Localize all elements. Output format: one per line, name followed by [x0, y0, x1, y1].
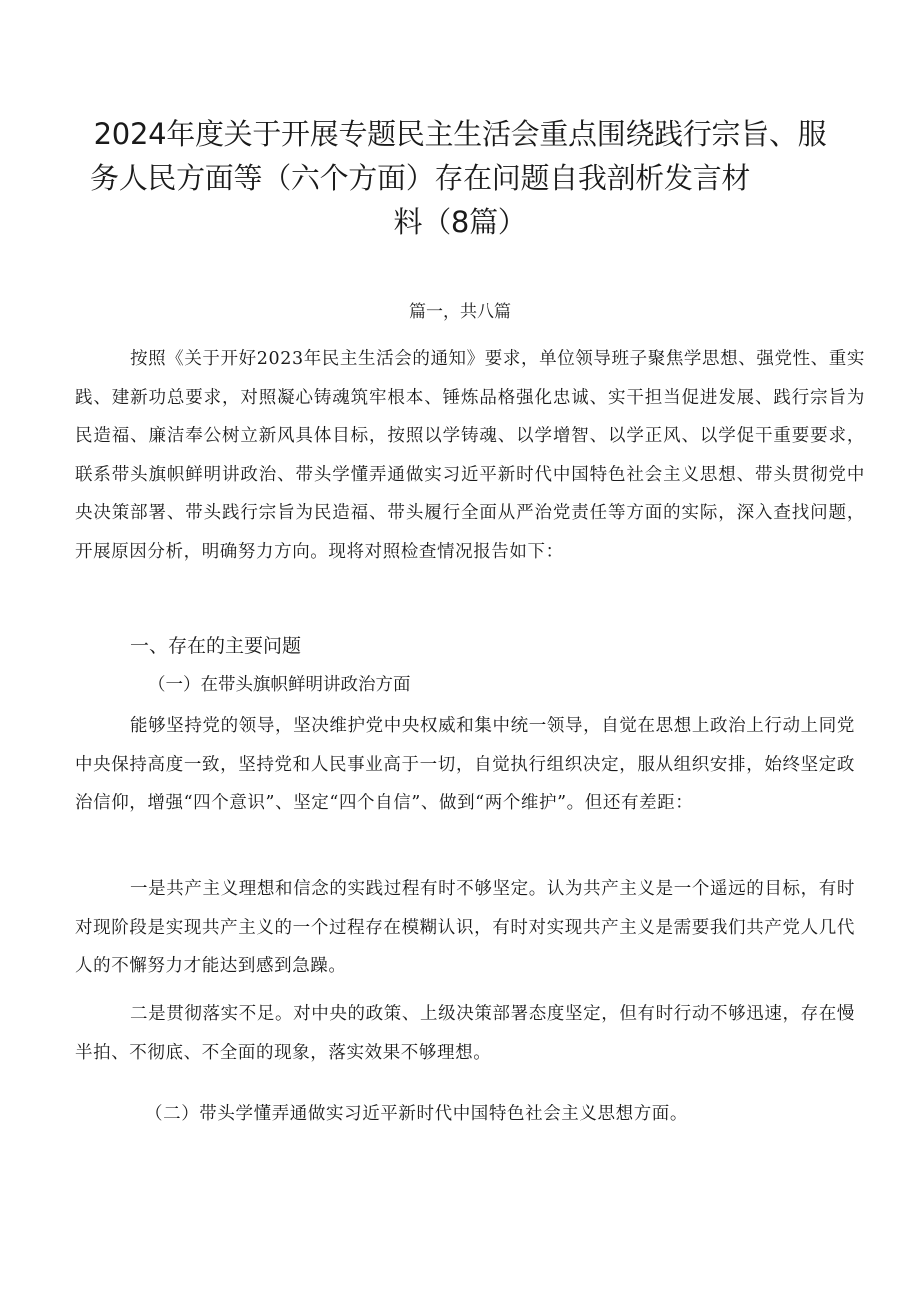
- title-line-1: 2024年度关于开展专题民主生活会重点围绕践行宗旨、服: [93, 117, 827, 151]
- point-two: 二是贯彻落实不足。对中央的政策、上级决策部署态度坚定，但有时行动不够迅速，存在慢半拍、不彻底、不全面的现象，落实效果不够理想。: [75, 1004, 855, 1063]
- document-title: [60, 112, 860, 244]
- document-subtitle: 篇一，共八篇: [409, 302, 511, 322]
- intro-paragraph: 按照《关于开好2023年民主生活会的通知》要求，单位领导班子聚焦学思想、强党性、重实践、建新功总要求，对照凝心铸魂筑牢根本、锤炼品格强化忠诚、实干担当促进发展、践行宗旨为民造福、廉洁奉公树立新风具体目标，按照以学铸魂、以学增智、以学正风、以学促干重要要求，联系带头旗帜鲜明讲政治、带头学懂弄通做实习近平新时代中国特色社会主义思想、带头贯彻党中央决策部署、带头践行宗旨为民造福、带头履行全面从严治党责任等方面的实际，深入查找问题，开展原因分析，明确努力方向。现将对照检查情况报告如下：: [75, 349, 865, 562]
- section-heading: 一、存在的主要问题: [130, 635, 302, 657]
- paragraph-politics: 能够坚持党的领导，坚决维护党中央权威和集中统一领导，自觉在思想上政治上行动上同党中央保持高度一致，坚持党和人民事业高于一切，自觉执行组织决定，服从组织安排，始终坚定政治信仰，增强“四个意识”、坚定“四个自信”、做到“两个维护”。但还有差距：: [75, 716, 855, 813]
- title-line-2: 务人民方面等（六个方面）存在问题自我剖析发言材: [90, 161, 751, 195]
- point-one: 一是共产主义理想和信念的实践过程有时不够坚定。认为共产主义是一个遥远的目标，有时对现阶段是实现共产主义的一个过程存在模糊认识，有时对实现共产主义是需要我们共产党人几代人的不懈努力才能达到感到急躁。: [75, 879, 855, 976]
- title-line-3: 料（8篇）: [393, 205, 527, 239]
- subsection-heading-1: （一）在带头旗帜鲜明讲政治方面: [148, 675, 411, 695]
- subsection-heading-2: （二）带头学懂弄通做实习近平新时代中国特色社会主义思想方面。: [145, 1104, 688, 1124]
